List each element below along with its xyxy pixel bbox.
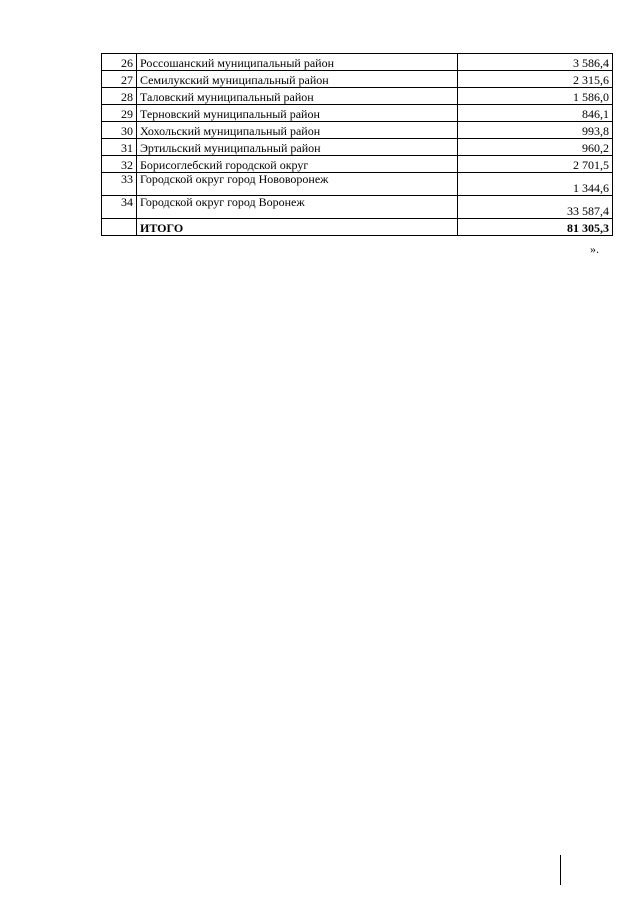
total-number — [102, 219, 137, 236]
closing-quote: ». — [590, 242, 599, 256]
row-number: 33 — [102, 173, 137, 196]
total-row — [102, 219, 613, 236]
table-row — [102, 88, 613, 105]
row-number: 29 — [102, 105, 137, 122]
table-row — [102, 54, 613, 71]
municipality-name: Хохольский муниципальный район — [137, 122, 458, 139]
municipality-name: Эртильский муниципальный район — [137, 139, 458, 156]
municipality-name: Россошанский муниципальный район — [137, 54, 458, 71]
amount-value: 2 701,5 — [458, 156, 613, 173]
municipality-name: Борисоглебский городской округ — [137, 156, 458, 173]
amount-value: 1 586,0 — [458, 88, 613, 105]
municipality-name: Городской округ город Нововоронеж — [137, 173, 458, 196]
row-number: 32 — [102, 156, 137, 173]
table-row — [102, 71, 613, 88]
table-row — [102, 122, 613, 139]
amount-value: 846,1 — [458, 105, 613, 122]
amount-value: 3 586,4 — [458, 54, 613, 71]
row-number: 28 — [102, 88, 137, 105]
table-row — [102, 196, 613, 219]
amount-value: 33 587,4 — [458, 196, 613, 219]
municipality-name: Городской округ город Воронеж — [137, 196, 458, 219]
row-number: 26 — [102, 54, 137, 71]
total-value: 81 305,3 — [458, 219, 613, 236]
budget-distribution-table — [101, 53, 613, 236]
municipality-name: Таловский муниципальный район — [137, 88, 458, 105]
amount-value: 1 344,6 — [458, 173, 613, 196]
row-number: 31 — [102, 139, 137, 156]
municipality-name: Терновский муниципальный район — [137, 105, 458, 122]
amount-value: 993,8 — [458, 122, 613, 139]
total-label: ИТОГО — [137, 219, 458, 236]
table-row — [102, 173, 613, 196]
row-number: 27 — [102, 71, 137, 88]
table-row — [102, 156, 613, 173]
table-row — [102, 105, 613, 122]
amount-value: 960,2 — [458, 139, 613, 156]
margin-line — [560, 855, 561, 885]
table-row — [102, 139, 613, 156]
municipality-name: Семилукский муниципальный район — [137, 71, 458, 88]
row-number: 34 — [102, 196, 137, 219]
row-number: 30 — [102, 122, 137, 139]
amount-value: 2 315,6 — [458, 71, 613, 88]
